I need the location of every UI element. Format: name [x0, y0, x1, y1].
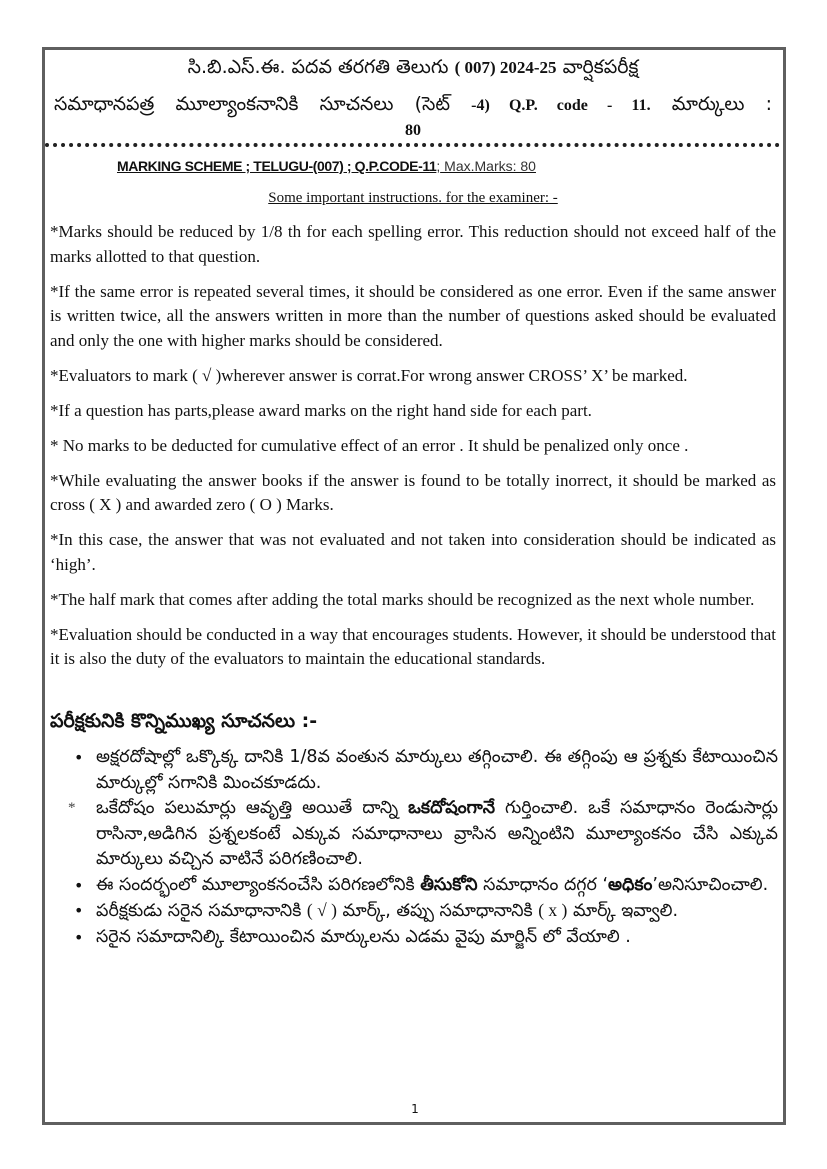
marking-scheme-line	[117, 156, 536, 176]
scheme-title	[48, 89, 778, 121]
instruction-paragraph: *Marks should be reduced by 1/8 th for each spelling error. This reduction should not exceed half of the marks allotted to that question.	[50, 222, 776, 266]
check-mark-symbol: ( √ )	[306, 900, 337, 920]
page-number: 1	[411, 1102, 419, 1116]
cross-mark-symbol: ( x )	[538, 900, 568, 920]
marking-scheme-title: MARKING SCHEME ; TELUGU-(007) ; Q.P.CODE-11	[117, 158, 437, 174]
english-instructions	[50, 220, 776, 682]
list-item	[50, 898, 778, 925]
emphasis-text: ఒకదోషంగానే	[408, 798, 496, 818]
set-and-qp-code: -4) Q.P. code - 11.	[471, 97, 651, 114]
list-item-text: ఈ సందర్భంలో మూల్యాంకనంచేసి పరిగణలోనికి	[96, 874, 421, 895]
bullet-icon: •	[74, 927, 84, 947]
list-item-text: పరీక్షకుడు సరైన సమాధానానికి	[96, 901, 307, 921]
emphasis-text: తీసుకోని	[420, 874, 478, 895]
list-item-text: మార్క్ ఇవ్వాలి.	[567, 901, 679, 921]
list-item-text: సరైన సమాదానిల్కి కేటాయించిన మార్కులను ఎడమ వైపు మార్జిన్ లో వేయాలి .	[96, 926, 631, 947]
instructions-heading: Some important instructions. for the examiner: -	[268, 190, 558, 206]
list-item-text: సమాధానం దగ్గర ‘	[477, 874, 609, 895]
max-marks-text: Max.Marks: 80	[440, 158, 536, 174]
scheme-title-telugu: సమాధానపత్ర మూల్యాంకనానికి సూచనలు (సెట్	[54, 93, 451, 115]
separator: ;	[436, 158, 441, 174]
document-header	[48, 50, 778, 141]
instruction-paragraph: *While evaluating the answer books if the answer is found to be totally inorrect, it should be marked as cross ( X ) and awarded zero ( O ) Marks.	[50, 470, 776, 514]
instruction-paragraph: *If the same error is repeated several times, it should be considered as one error. Even if the same answer is written twice, all the answers written in more than the number of questions asked should be evaluated and only the one with higher marks should be considered.	[50, 281, 776, 350]
dotted-divider	[45, 143, 780, 147]
instruction-paragraph: *In this case, the answer that was not evaluated and not taken into consideration should be indicated as ‘high’.	[50, 530, 776, 574]
telugu-instructions-list	[50, 745, 778, 950]
exam-title-telugu: సి.బి.ఎస్.ఈ. పదవ తరగతి తెలుగు	[187, 56, 449, 78]
exam-code-year: ( 007) 2024-25	[454, 58, 557, 77]
max-marks-value: 80	[405, 122, 421, 139]
asterisk-icon: *	[68, 800, 76, 816]
list-item	[50, 745, 778, 796]
instruction-paragraph: *Evaluation should be conducted in a way that encourages students. However, it should be understood that it is also the duty of the evaluators to maintain the educational standards.	[50, 624, 776, 668]
instruction-paragraph: *The half mark that comes after adding the total marks should be recognized as the next whole number.	[50, 589, 755, 609]
list-item	[50, 873, 778, 899]
telugu-instructions-heading: పరీక్షకునికి కొన్నిముఖ్య సూచనలు :-	[50, 710, 318, 732]
instruction-paragraph: *If a question has parts,please award marks on the right hand side for each part.	[50, 400, 592, 420]
bullet-icon: •	[74, 901, 84, 920]
bullet-icon: •	[74, 875, 84, 895]
bullet-icon: •	[74, 748, 84, 767]
list-item-text: ఒకేదోషం పలుమార్లు ఆవృత్తి అయితే దాన్ని	[96, 798, 409, 818]
exam-title-telugu-suffix: వార్షికపరీక్ష	[562, 56, 639, 78]
list-item-text: గుర్తించాలి. ఒకే సమాధానం రెండుసార్లు రాసినా,అడిగిన ప్రశ్నలకంటే ఎక్కువ సమాధానాలు వ్రాసిన అన్నింటిని మూల్యాంకనం చేసి ఎక్కువ మార్కులు వచ్చిన వాటినే పరిగణించాలి.	[96, 798, 778, 869]
list-item-text: ’అనిసూచించాలి.	[652, 874, 769, 895]
list-item-text: మార్క్, తప్పు సమాధానానికి	[336, 901, 539, 921]
marks-label-telugu: మార్కులు :	[671, 93, 772, 115]
instruction-paragraph: *Evaluators to mark ( √ )wherever answer is corrat.For wrong answer CROSS’ X’ be marked.	[50, 365, 688, 385]
list-item	[50, 796, 778, 873]
list-item-text: అక్షరదోషాల్లో ఒక్కొక్క దానికి 1/8వ వంతున మార్కులు తగ్గించాలి. ఈ తగ్గింపు ఆ ప్రశ్నకు కేటాయించిన మార్కుల్లో సగానికి మించకూడదు.	[96, 747, 778, 793]
list-item	[50, 925, 778, 951]
exam-title	[48, 52, 778, 83]
instruction-paragraph: * No marks to be deducted for cumulative effect of an error . It shuld be penalized only once .	[50, 435, 689, 455]
emphasis-text: అధికం	[608, 874, 653, 895]
